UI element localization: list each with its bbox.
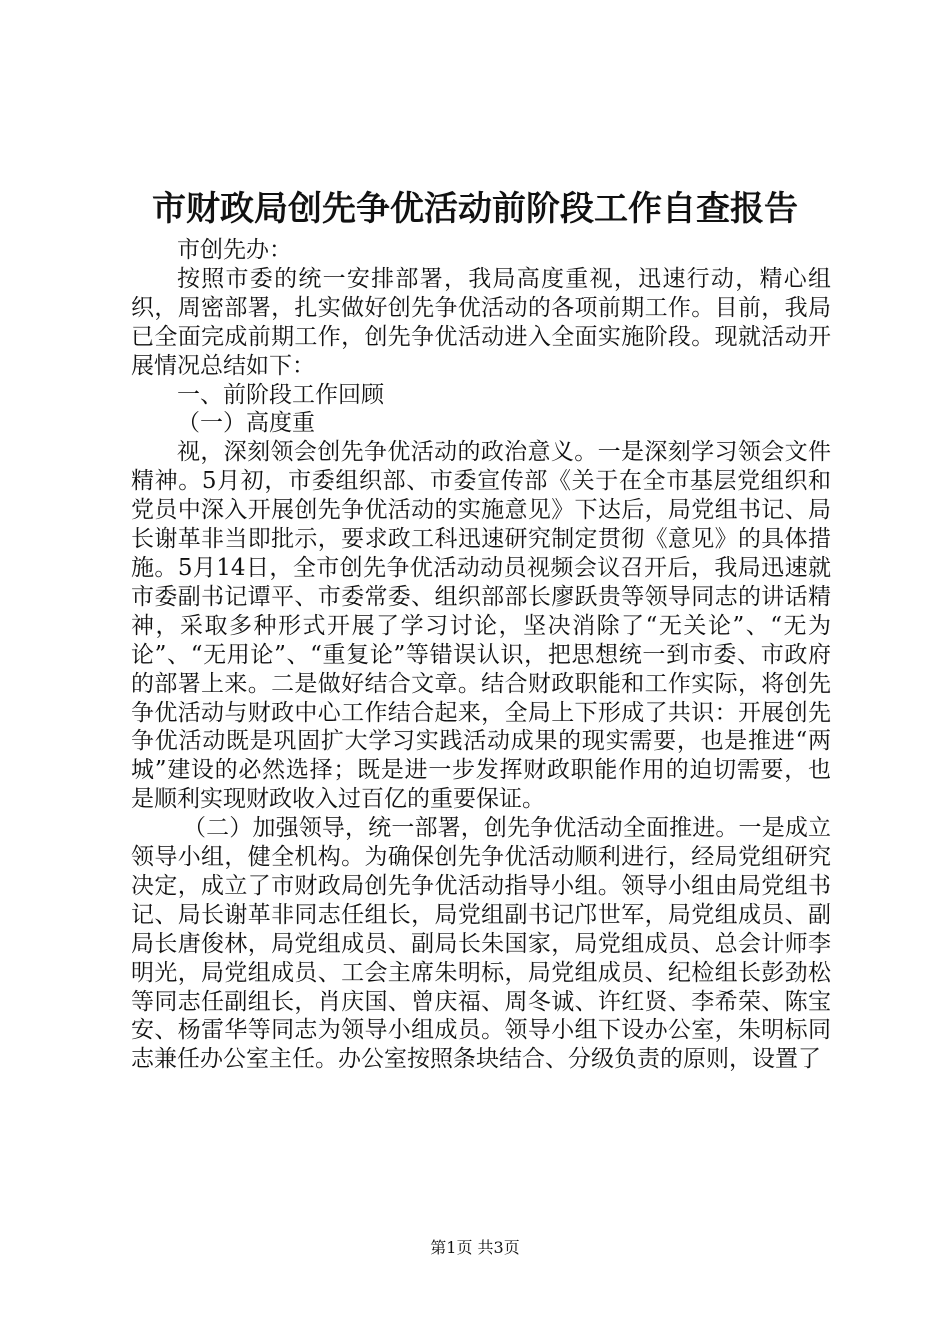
section-heading: 一、前阶段工作回顾 [177,381,384,408]
document-body [131,236,831,1074]
document-title: 市财政局创先争优活动前阶段工作自查报告 [152,189,798,229]
subsection-heading: （一）高度重 [177,410,315,437]
page-footer: 第1页 共3页 [430,1238,520,1257]
salutation-paragraph: 市创先办： [177,237,292,263]
body-paragraph: （二）加强领导，统一部署，创先争优活动全面推进。一是成立领导小组，健全机构。为确保创先争优活动顺利进行，经局党组研究决定，成立了市财政局创先争优活动指导小组。领导小组由局党组书记、局长谢革非同志任组长，局党组副书记邝世军，局党组成员、副局长唐俊林，局党组成员、副局长朱国家，局党组成员、总会计师李明光，局党组成员、工会主席朱明标，局党组成员、纪检组长彭劲松等同志任副组长，肖庆国、曾庆福、周冬诚、许红贤、李希荣、陈宝安、杨雷华等同志为领导小组成员。领导小组下设办公室，朱明标同志兼任办公室主任。办公室按照条块结合、分级负责的原则，设置了 [131,815,831,1073]
intro-paragraph: 按照市委的统一安排部署，我局高度重视，迅速行动，精心组织，周密部署，扎实做好创先争优活动的各项前期工作。目前，我局已全面完成前期工作，创先争优活动进入全面实施阶段。现就活动开展情况总结如下： [131,265,831,379]
body-paragraph: 视，深刻领会创先争优活动的政治意义。一是深刻学习领会文件精神。5月初，市委组织部、市委宣传部《关于在全市基层党组织和党员中深入开展创先争优活动的实施意见》下达后，局党组书记、局长谢革非当即批示，要求政工科迅速研究制定贯彻《意见》的具体措施。5月14日，全市创先争优活动动员视频会议召开后，我局迅速就市委副书记谭平、市委常委、组织部部长廖跃贵等领导同志的讲话精神，采取多种形式开展了学习讨论，坚决消除了“无关论”、“无为论”、“无用论”、“重复论”等错误认识，把思想统一到市委、市政府的部署上来。二是做好结合文章。结合财政职能和工作实际，将创先争优活动与财政中心工作结合起来，全局上下形成了共识：开展创先争优活动既是巩固扩大学习实践活动成果的现实需要，也是推进“两城”建设的必然选择；既是进一步发挥财政职能作用的迫切需要，也是顺利实现财政收入过百亿的重要保证。 [131,439,831,813]
